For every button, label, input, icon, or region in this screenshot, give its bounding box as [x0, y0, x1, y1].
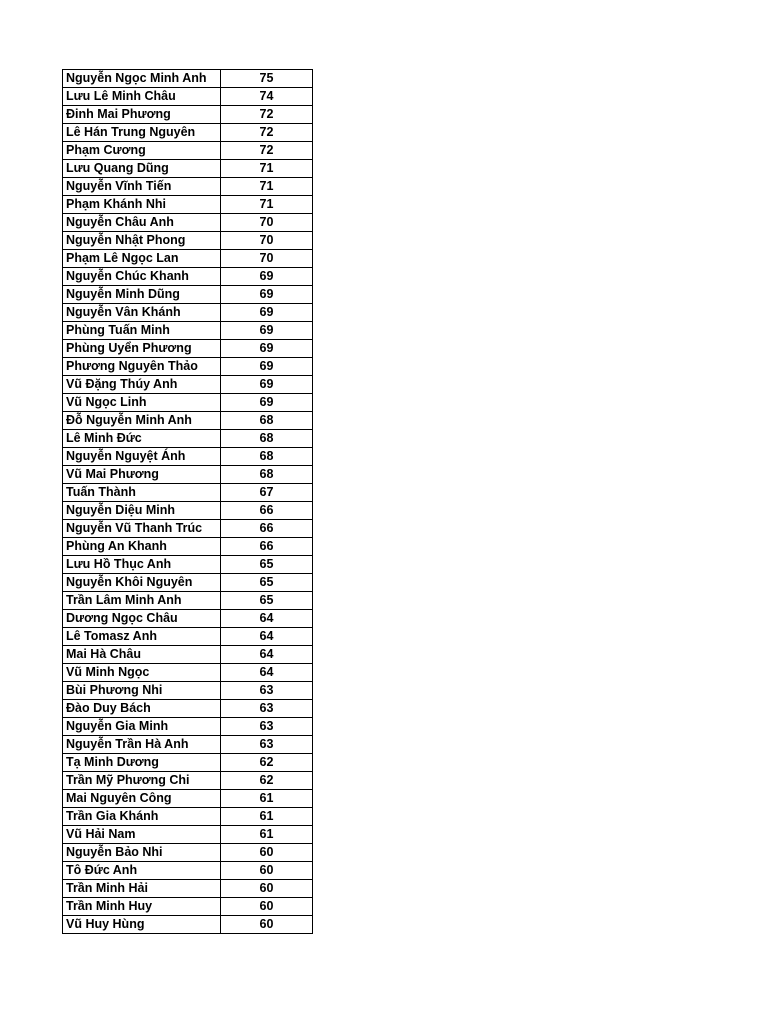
- student-name-cell: Tuấn Thành: [63, 484, 221, 502]
- score-cell: 66: [221, 538, 313, 556]
- score-cell: 72: [221, 142, 313, 160]
- score-cell: 69: [221, 322, 313, 340]
- table-row: [63, 790, 313, 808]
- table-row: [63, 808, 313, 826]
- score-cell: 68: [221, 466, 313, 484]
- score-cell: 60: [221, 916, 313, 934]
- table-row: [63, 682, 313, 700]
- score-cell: 72: [221, 106, 313, 124]
- table-row: [63, 448, 313, 466]
- table-row: [63, 250, 313, 268]
- student-name-cell: Lê Hán Trung Nguyên: [63, 124, 221, 142]
- table-row: [63, 736, 313, 754]
- score-cell: 68: [221, 412, 313, 430]
- table-row: [63, 412, 313, 430]
- score-cell: 60: [221, 862, 313, 880]
- table-row: [63, 538, 313, 556]
- student-name-cell: Nguyễn Khôi Nguyên: [63, 574, 221, 592]
- student-name-cell: Trần Lâm Minh Anh: [63, 592, 221, 610]
- student-name-cell: Nguyễn Trần Hà Anh: [63, 736, 221, 754]
- table-row: [63, 142, 313, 160]
- student-name-cell: Nguyễn Diệu Minh: [63, 502, 221, 520]
- score-cell: 61: [221, 826, 313, 844]
- table-row: [63, 862, 313, 880]
- score-cell: 69: [221, 286, 313, 304]
- score-cell: 69: [221, 376, 313, 394]
- table-row: [63, 178, 313, 196]
- student-name-cell: Đỗ Nguyễn Minh Anh: [63, 412, 221, 430]
- score-cell: 68: [221, 430, 313, 448]
- student-name-cell: Đào Duy Bách: [63, 700, 221, 718]
- score-cell: 70: [221, 214, 313, 232]
- student-name-cell: Phùng Tuấn Minh: [63, 322, 221, 340]
- table-row: [63, 880, 313, 898]
- table-row: [63, 340, 313, 358]
- table-row: [63, 88, 313, 106]
- table-row: [63, 844, 313, 862]
- student-name-cell: Phạm Cương: [63, 142, 221, 160]
- student-name-cell: Vũ Mai Phương: [63, 466, 221, 484]
- student-name-cell: Phạm Lê Ngọc Lan: [63, 250, 221, 268]
- table-row: [63, 520, 313, 538]
- score-cell: 60: [221, 898, 313, 916]
- score-cell: 61: [221, 790, 313, 808]
- student-name-cell: Nguyễn Chúc Khanh: [63, 268, 221, 286]
- table-row: [63, 268, 313, 286]
- score-cell: 66: [221, 520, 313, 538]
- score-cell: 64: [221, 610, 313, 628]
- table-row: [63, 286, 313, 304]
- table-row: [63, 754, 313, 772]
- table-row: [63, 718, 313, 736]
- student-name-cell: Vũ Hải Nam: [63, 826, 221, 844]
- score-cell: 69: [221, 358, 313, 376]
- table-row: [63, 826, 313, 844]
- score-cell: 71: [221, 178, 313, 196]
- score-cell: 65: [221, 556, 313, 574]
- table-row: [63, 304, 313, 322]
- table-row: [63, 502, 313, 520]
- student-name-cell: Trần Minh Hải: [63, 880, 221, 898]
- score-cell: 63: [221, 736, 313, 754]
- table-row: [63, 322, 313, 340]
- table-row: [63, 484, 313, 502]
- table-row: [63, 592, 313, 610]
- score-cell: 75: [221, 70, 313, 88]
- table-row: [63, 700, 313, 718]
- score-table: [62, 69, 313, 934]
- score-cell: 71: [221, 160, 313, 178]
- student-name-cell: Dương Ngọc Châu: [63, 610, 221, 628]
- student-name-cell: Vũ Đặng Thúy Anh: [63, 376, 221, 394]
- score-cell: 60: [221, 880, 313, 898]
- table-row: [63, 124, 313, 142]
- student-name-cell: Phương Nguyên Thảo: [63, 358, 221, 376]
- score-cell: 69: [221, 304, 313, 322]
- table-row: [63, 628, 313, 646]
- student-name-cell: Tô Đức Anh: [63, 862, 221, 880]
- score-cell: 62: [221, 754, 313, 772]
- table-row: [63, 430, 313, 448]
- score-cell: 74: [221, 88, 313, 106]
- score-cell: 69: [221, 340, 313, 358]
- table-row: [63, 196, 313, 214]
- score-cell: 63: [221, 700, 313, 718]
- student-name-cell: Trần Minh Huy: [63, 898, 221, 916]
- table-row: [63, 466, 313, 484]
- student-name-cell: Nguyễn Nguyệt Ánh: [63, 448, 221, 466]
- table-row: [63, 664, 313, 682]
- table-row: [63, 214, 313, 232]
- score-cell: 61: [221, 808, 313, 826]
- score-cell: 69: [221, 268, 313, 286]
- table-row: [63, 898, 313, 916]
- table-row: [63, 772, 313, 790]
- student-name-cell: Tạ Minh Dương: [63, 754, 221, 772]
- student-name-cell: Nguyễn Nhật Phong: [63, 232, 221, 250]
- score-cell: 69: [221, 394, 313, 412]
- student-name-cell: Trần Mỹ Phương Chi: [63, 772, 221, 790]
- student-name-cell: Phùng Uyển Phương: [63, 340, 221, 358]
- student-name-cell: Bùi Phương Nhi: [63, 682, 221, 700]
- student-name-cell: Nguyễn Bảo Nhi: [63, 844, 221, 862]
- student-name-cell: Đinh Mai Phương: [63, 106, 221, 124]
- table-row: [63, 232, 313, 250]
- score-cell: 66: [221, 502, 313, 520]
- table-row: [63, 556, 313, 574]
- score-cell: 70: [221, 250, 313, 268]
- table-row: [63, 610, 313, 628]
- score-cell: 63: [221, 682, 313, 700]
- score-cell: 64: [221, 646, 313, 664]
- student-name-cell: Lê Tomasz Anh: [63, 628, 221, 646]
- student-name-cell: Nguyễn Gia Minh: [63, 718, 221, 736]
- student-name-cell: Nguyễn Minh Dũng: [63, 286, 221, 304]
- score-cell: 63: [221, 718, 313, 736]
- student-name-cell: Phạm Khánh Nhi: [63, 196, 221, 214]
- score-cell: 64: [221, 664, 313, 682]
- table-row: [63, 646, 313, 664]
- student-name-cell: Vũ Minh Ngọc: [63, 664, 221, 682]
- table-row: [63, 376, 313, 394]
- student-name-cell: Nguyễn Ngọc Minh Anh: [63, 70, 221, 88]
- table-row: [63, 574, 313, 592]
- student-name-cell: Mai Hà Châu: [63, 646, 221, 664]
- score-cell: 65: [221, 574, 313, 592]
- student-name-cell: Phùng An Khanh: [63, 538, 221, 556]
- score-cell: 71: [221, 196, 313, 214]
- table-row: [63, 916, 313, 934]
- student-name-cell: Nguyễn Vũ Thanh Trúc: [63, 520, 221, 538]
- student-name-cell: Lưu Lê Minh Châu: [63, 88, 221, 106]
- student-name-cell: Vũ Ngọc Linh: [63, 394, 221, 412]
- student-name-cell: Lưu Quang Dũng: [63, 160, 221, 178]
- student-name-cell: Lưu Hồ Thục Anh: [63, 556, 221, 574]
- score-cell: 65: [221, 592, 313, 610]
- table-row: [63, 106, 313, 124]
- student-name-cell: Vũ Huy Hùng: [63, 916, 221, 934]
- student-name-cell: Nguyễn Vĩnh Tiến: [63, 178, 221, 196]
- score-cell: 64: [221, 628, 313, 646]
- score-cell: 62: [221, 772, 313, 790]
- table-row: [63, 358, 313, 376]
- score-cell: 72: [221, 124, 313, 142]
- student-name-cell: Trần Gia Khánh: [63, 808, 221, 826]
- score-cell: 60: [221, 844, 313, 862]
- score-cell: 70: [221, 232, 313, 250]
- student-name-cell: Nguyễn Châu Anh: [63, 214, 221, 232]
- table-row: [63, 394, 313, 412]
- score-table-body: [63, 70, 313, 934]
- student-name-cell: Lê Minh Đức: [63, 430, 221, 448]
- table-row: [63, 160, 313, 178]
- table-row: [63, 70, 313, 88]
- student-name-cell: Mai Nguyên Công: [63, 790, 221, 808]
- score-cell: 67: [221, 484, 313, 502]
- score-cell: 68: [221, 448, 313, 466]
- student-name-cell: Nguyễn Vân Khánh: [63, 304, 221, 322]
